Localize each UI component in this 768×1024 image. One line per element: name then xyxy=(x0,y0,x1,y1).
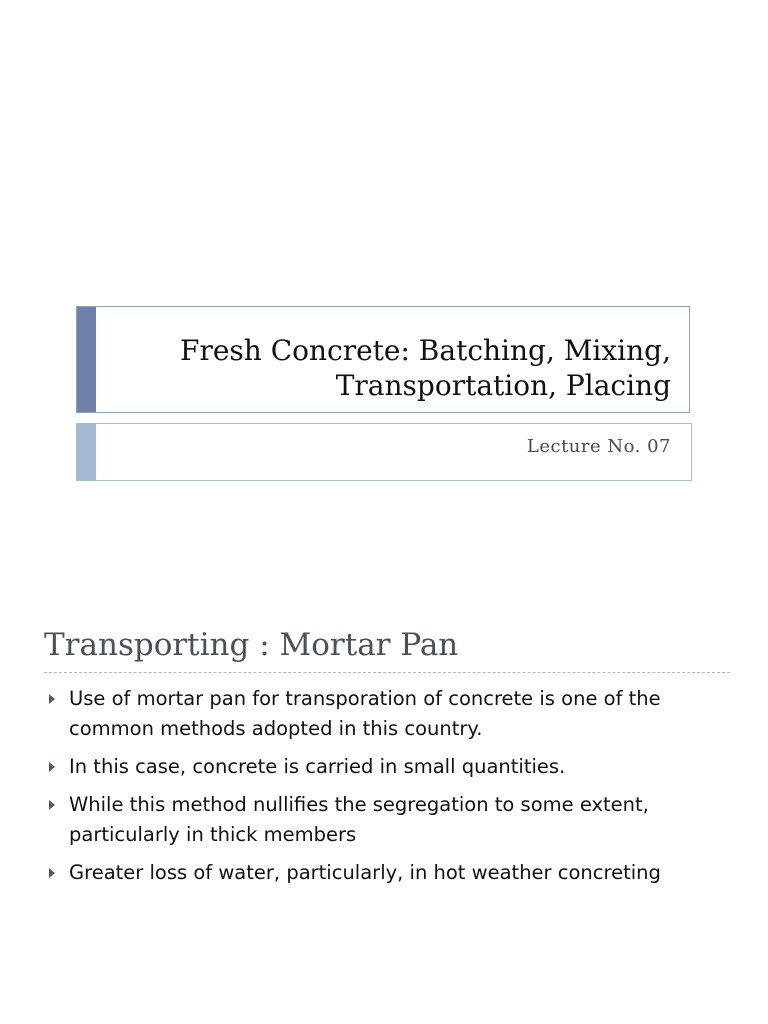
bullet-text: In this case, concrete is carried in small quantities. xyxy=(69,755,566,778)
bullet-item xyxy=(44,790,734,850)
title-accent-bar xyxy=(77,307,96,412)
bullet-text: Use of mortar pan for transporation of concrete is one of the common methods adopted in this country. xyxy=(69,687,661,740)
bullet-item xyxy=(44,858,734,888)
lecture-number: Lecture No. 07 xyxy=(526,436,671,457)
slide-title-line-2: Transportation, Placing xyxy=(335,369,671,402)
triangle-right-icon xyxy=(49,694,55,704)
subtitle-accent-bar xyxy=(77,424,96,480)
slide-title xyxy=(111,333,671,403)
title-box xyxy=(76,306,690,413)
triangle-right-icon xyxy=(49,762,55,772)
bullet-text: Greater loss of water, particularly, in hot weather concreting xyxy=(69,861,661,884)
subtitle-box xyxy=(76,423,692,481)
bullet-list xyxy=(44,684,734,896)
slide-title-line-1: Fresh Concrete: Batching, Mixing, xyxy=(180,334,671,367)
triangle-right-icon xyxy=(49,800,55,810)
content-heading: Transporting : Mortar Pan xyxy=(44,627,459,663)
bullet-item xyxy=(44,752,734,782)
heading-divider xyxy=(44,672,730,673)
bullet-item xyxy=(44,684,734,744)
triangle-right-icon xyxy=(49,868,55,878)
bullet-text: While this method nullifies the segregation to some extent, particularly in thick members xyxy=(69,793,649,846)
